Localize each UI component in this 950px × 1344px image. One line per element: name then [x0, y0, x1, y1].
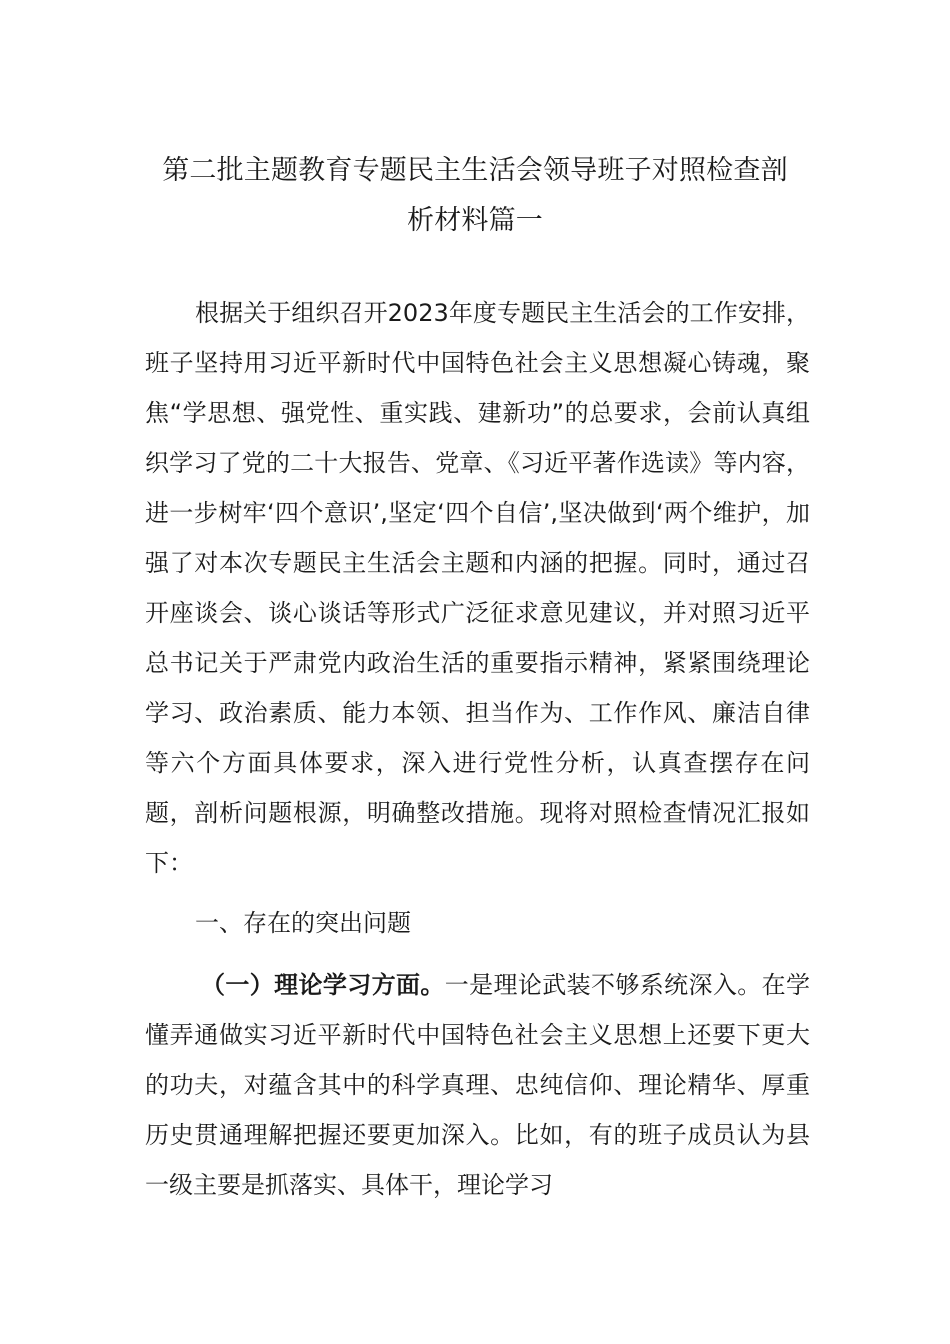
subsection-text: 一是理论武装不够系统深入。在学懂弄通做实习近平新时代中国特色社会主义思想上还要下更大的功夫，对蕴含其中的科学真理、忠纯信仰、理论精华、厚重历史贯通理解把握还要更加深入。比如，有的班子成员认为县一级主要是抓落实、具体干，理论学习: [145, 971, 810, 1199]
section-heading-problems: 一、存在的突出问题: [195, 909, 411, 937]
document-title: [140, 146, 810, 246]
theory-study-paragraph: [145, 960, 810, 1210]
title-line-2: 析材料篇一: [407, 205, 543, 237]
title-line-1: 第二批主题教育专题民主生活会领导班子对照检查剖: [162, 155, 788, 187]
subsection-lead: （一）理论学习方面。: [201, 971, 445, 999]
intro-paragraph: 根据关于组织召开2023年度专题民主生活会的工作安排，班子坚持用习近平新时代中国特色社会主义思想凝心铸魂，聚焦“学思想、强党性、重实践、建新功”的总要求，会前认真组织学习了党的二十大报告、党章、《习近平著作选读》等内容，进一步树牢‘四个意识’,坚定‘四个自信’,坚决做到‘两个维护，加强了对本次专题民主生活会主题和内涵的把握。同时，通过召开座谈会、谈心谈话等形式广泛征求意见建议，并对照习近平总书记关于严肃党内政治生活的重要指示精神，紧紧围绕理论学习、政治素质、能力本领、担当作为、工作作风、廉洁自律等六个方面具体要求，深入进行党性分析，认真查摆存在问题，剖析问题根源，明确整改措施。现将对照检查情况汇报如下：: [145, 299, 810, 877]
